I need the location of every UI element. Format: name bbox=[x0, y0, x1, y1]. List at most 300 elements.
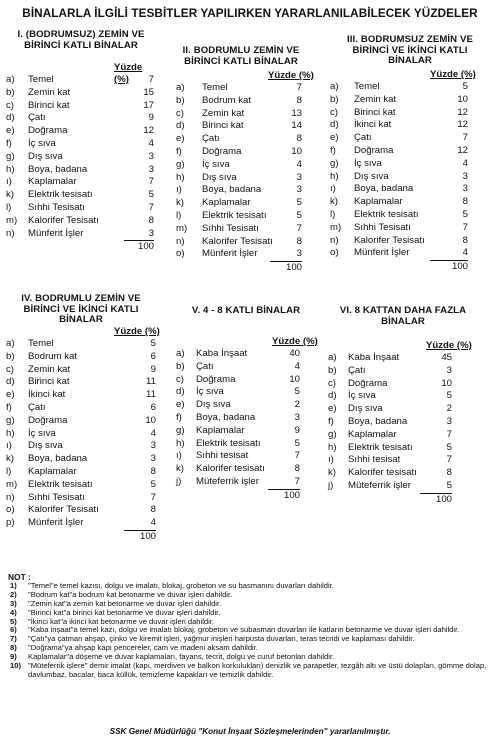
row-letter: b) bbox=[176, 360, 185, 372]
section-4 bbox=[6, 294, 166, 542]
row-percent: 8 bbox=[446, 467, 452, 479]
table-row bbox=[176, 425, 326, 438]
table-row bbox=[328, 467, 488, 480]
section-rows bbox=[330, 81, 495, 260]
row-percent: 15 bbox=[143, 86, 154, 98]
table-row bbox=[328, 442, 488, 455]
row-percent: 12 bbox=[457, 119, 468, 131]
row-item-name: Zemin kat bbox=[354, 93, 397, 105]
row-letter: h) bbox=[328, 441, 337, 453]
row-item-name: Doğrama bbox=[28, 414, 68, 426]
table-row bbox=[328, 403, 488, 416]
row-percent: 3 bbox=[296, 171, 302, 183]
row-item-name: Münferit İşler bbox=[202, 248, 258, 260]
section-5 bbox=[176, 306, 326, 501]
row-item-name: Münferit İşler bbox=[28, 227, 84, 239]
row-item-name: Çatı bbox=[202, 133, 220, 145]
row-item-name: Boya, badana bbox=[348, 415, 408, 427]
row-letter: n) bbox=[176, 235, 185, 247]
row-letter: d) bbox=[6, 376, 15, 388]
row-item-name: Boya, badana bbox=[202, 184, 262, 196]
table-row bbox=[330, 196, 495, 209]
row-item-name: Çatı bbox=[354, 132, 372, 144]
row-percent: 9 bbox=[148, 112, 154, 124]
row-letter: f) bbox=[6, 401, 12, 413]
table-row bbox=[6, 228, 156, 241]
table-row bbox=[6, 338, 166, 351]
row-item-name: Müteferrik işler bbox=[348, 479, 411, 491]
row-letter: d) bbox=[176, 120, 185, 132]
section-title: III. BODRUMSUZ ZEMİN VE BİRİNCİ VE İKİNCİ KATLI BİNALAR bbox=[347, 34, 473, 66]
yuzde-header: Yüzde (%) bbox=[272, 336, 318, 347]
row-item-name: Boya, badana bbox=[196, 411, 256, 423]
section-title: II. BODRUMLU ZEMİN VE BİRİNCİ KATLI BİNALAR bbox=[182, 45, 300, 67]
row-percent: 5 bbox=[150, 478, 156, 490]
note-number: 5) bbox=[10, 616, 17, 626]
notes-header: NOT : bbox=[8, 572, 31, 582]
table-row bbox=[330, 247, 495, 260]
row-item-name: Elektrik tesisatı bbox=[28, 189, 93, 201]
yuzde-header: Yüzde (%) bbox=[114, 62, 143, 85]
row-letter: m) bbox=[6, 214, 18, 226]
row-item-name: Sıhhi Tesisatı bbox=[202, 222, 259, 234]
row-letter: m) bbox=[330, 221, 342, 233]
note-number: 2) bbox=[10, 589, 17, 599]
section-6 bbox=[328, 306, 488, 505]
row-item-name: Elektrik tesisatı bbox=[28, 478, 93, 490]
row-letter: k) bbox=[6, 453, 14, 465]
row-letter: f) bbox=[176, 145, 182, 157]
section-rows bbox=[176, 82, 326, 261]
table-row bbox=[176, 172, 326, 185]
yuzde-header: Yüzde (%) bbox=[268, 70, 314, 81]
row-letter: n) bbox=[6, 227, 15, 239]
row-percent: 5 bbox=[446, 441, 452, 453]
row-percent: 7 bbox=[462, 132, 468, 144]
row-percent: 5 bbox=[148, 189, 154, 201]
table-row bbox=[176, 146, 326, 159]
row-percent: 2 bbox=[294, 399, 300, 411]
row-letter: d) bbox=[176, 386, 185, 398]
table-row bbox=[6, 440, 166, 453]
row-item-name: İç sıva bbox=[354, 157, 382, 169]
row-item-name: Elektrik tesisatı bbox=[354, 208, 419, 220]
row-item-name: İkinci kat bbox=[28, 389, 66, 401]
note-text: "Müteferrik işlere" demir imalat (kapı, merdiven ve balkon korkulukları) denizlik ve parapetler, tezgâh altı ve üstü dolapları, gömme dolap, davlumbaz, bacalar, baca küllük, temizleme kapakları ve temizlik dahildir. bbox=[28, 661, 487, 679]
row-item-name: Temel bbox=[202, 82, 228, 93]
row-percent: 12 bbox=[143, 125, 154, 137]
section-total: 100 bbox=[6, 530, 166, 542]
row-item-name: Elektrik tesisatı bbox=[196, 437, 261, 449]
row-letter: h) bbox=[176, 437, 185, 449]
note-text: "Kaba inşaat"a temel kazı, dolgu ve imalatı blokaj, grobeton ve subasman duvarları ile katların betonarme ve duvar işleri dahildir. bbox=[28, 625, 460, 635]
row-percent: 7 bbox=[446, 454, 452, 466]
row-percent: 3 bbox=[148, 163, 154, 175]
row-percent: 4 bbox=[148, 137, 154, 149]
table-row bbox=[6, 466, 166, 479]
table-row bbox=[6, 351, 166, 364]
table-row bbox=[6, 517, 166, 530]
row-percent: 8 bbox=[150, 465, 156, 477]
table-row bbox=[176, 95, 326, 108]
note-number: 6) bbox=[10, 625, 17, 635]
note-text: "Çatı"ya çatman ahşap, çinko ve kiremit işleri, yağmur inişleri harpusta duvarları, teras tecridi ve kaplaması dahildir. bbox=[28, 634, 415, 644]
table-row bbox=[176, 223, 326, 236]
table-row bbox=[328, 416, 488, 429]
row-percent: 5 bbox=[462, 208, 468, 220]
row-percent: 7 bbox=[150, 491, 156, 503]
row-letter: k) bbox=[328, 467, 336, 479]
row-letter: a) bbox=[176, 82, 185, 93]
table-row bbox=[176, 108, 326, 121]
row-letter: ı) bbox=[6, 176, 12, 188]
row-percent: 3 bbox=[446, 415, 452, 427]
row-letter: a) bbox=[6, 74, 15, 85]
note-text: Kaplamalar"a döşeme ve duvar kaplamaları, fayans, tecrit, dolgu ve curuf betonları dahildir. bbox=[28, 652, 335, 662]
row-letter: c) bbox=[176, 373, 184, 385]
row-item-name: İkinci kat bbox=[354, 119, 392, 131]
row-letter: ı) bbox=[176, 184, 182, 196]
row-percent: 5 bbox=[462, 81, 468, 92]
table-row bbox=[6, 504, 166, 517]
yuzde-header: Yüzde (%) bbox=[114, 326, 160, 337]
row-percent: 3 bbox=[150, 453, 156, 465]
row-percent: 7 bbox=[148, 176, 154, 188]
table-row bbox=[330, 107, 495, 120]
row-letter: l) bbox=[6, 201, 12, 213]
row-item-name: Temel bbox=[28, 338, 54, 349]
row-letter: e) bbox=[330, 132, 339, 144]
row-percent: 11 bbox=[146, 389, 156, 401]
row-letter: ı) bbox=[176, 450, 182, 462]
table-row bbox=[176, 248, 326, 261]
row-item-name: Çatı bbox=[348, 364, 366, 376]
row-letter: f) bbox=[330, 144, 336, 156]
table-row bbox=[176, 348, 326, 361]
note-text: "Zemin kat"a zemin kat betonarme ve duvar işleri dahildir. bbox=[28, 598, 222, 608]
row-item-name: Birinci kat bbox=[354, 106, 396, 118]
row-letter: m) bbox=[6, 478, 18, 490]
table-row bbox=[6, 376, 166, 389]
row-letter: l) bbox=[330, 208, 336, 220]
table-row bbox=[176, 184, 326, 197]
table-row bbox=[6, 112, 156, 125]
row-letter: ı) bbox=[328, 454, 334, 466]
row-item-name: Kalorifer Tesisatı bbox=[354, 234, 425, 246]
table-row bbox=[6, 402, 166, 415]
row-letter: ı) bbox=[330, 183, 336, 195]
section-rows bbox=[176, 348, 326, 489]
row-percent: 8 bbox=[462, 196, 468, 208]
row-percent: 9 bbox=[294, 424, 300, 436]
row-percent: 8 bbox=[294, 463, 300, 475]
row-letter: c) bbox=[6, 363, 14, 375]
table-row bbox=[176, 450, 326, 463]
table-row bbox=[6, 202, 156, 215]
note-number: 4) bbox=[10, 607, 17, 617]
note-text: "Bodrum kat"a bodrum kat betonarme ve duvar işleri dahildir. bbox=[28, 589, 233, 599]
row-letter: k) bbox=[6, 189, 14, 201]
row-percent: 10 bbox=[291, 145, 302, 157]
section-total: 100 bbox=[328, 493, 488, 505]
row-letter: n) bbox=[330, 234, 339, 246]
row-item-name: Dış sıva bbox=[28, 150, 63, 162]
row-percent: 4 bbox=[150, 427, 156, 439]
notes bbox=[8, 573, 492, 680]
row-letter: e) bbox=[6, 389, 15, 401]
section-total: 100 bbox=[176, 489, 326, 501]
row-item-name: Temel bbox=[28, 74, 54, 85]
row-item-name: Kaplamalar bbox=[348, 428, 397, 440]
row-percent: 5 bbox=[150, 338, 156, 349]
row-letter: a) bbox=[176, 348, 185, 359]
row-letter: h) bbox=[6, 427, 15, 439]
table-row bbox=[330, 171, 495, 184]
row-percent: 8 bbox=[296, 94, 302, 106]
row-item-name: Dış sıva bbox=[28, 440, 63, 452]
row-percent: 5 bbox=[446, 390, 452, 402]
row-letter: d) bbox=[330, 119, 339, 131]
row-item-name: Dış sıva bbox=[348, 403, 383, 415]
row-item-name: Sıhhi tesisat bbox=[196, 450, 249, 462]
note-number: 9) bbox=[10, 652, 17, 662]
row-letter: n) bbox=[6, 491, 15, 503]
row-item-name: İç sıva bbox=[196, 386, 224, 398]
section-rows bbox=[6, 338, 166, 530]
row-letter: f) bbox=[6, 137, 12, 149]
table-row bbox=[6, 125, 156, 138]
row-percent: 5 bbox=[446, 479, 452, 491]
note-number: 8) bbox=[10, 643, 17, 653]
table-row bbox=[176, 463, 326, 476]
row-item-name: Dış sıva bbox=[202, 171, 237, 183]
row-letter: ı) bbox=[6, 440, 12, 452]
row-letter: l) bbox=[6, 465, 12, 477]
row-letter: a) bbox=[328, 352, 337, 363]
table-row bbox=[6, 189, 156, 202]
row-percent: 3 bbox=[148, 227, 154, 239]
section-rows bbox=[328, 352, 488, 493]
note-text: "Doğrama"ya ahşap kapı pencereler, cam ve madeni aksam dahildir. bbox=[28, 643, 258, 653]
row-percent: 40 bbox=[289, 348, 300, 359]
row-item-name: Sıhhi Tesisatı bbox=[28, 201, 85, 213]
table-row bbox=[330, 119, 495, 132]
row-letter: a) bbox=[330, 81, 339, 92]
row-letter: b) bbox=[330, 93, 339, 105]
row-item-name: Sıhhi Tesisatı bbox=[354, 221, 411, 233]
table-row bbox=[328, 352, 488, 365]
row-letter: g) bbox=[176, 424, 185, 436]
row-percent: 13 bbox=[291, 107, 302, 119]
table-row bbox=[328, 454, 488, 467]
row-item-name: Zemin kat bbox=[202, 107, 245, 119]
table-row bbox=[330, 81, 495, 94]
row-item-name: Münferit İşler bbox=[28, 517, 84, 529]
row-item-name: Birinci kat bbox=[202, 120, 244, 132]
table-row bbox=[6, 453, 166, 466]
row-item-name: Çatı bbox=[28, 112, 46, 124]
page-title: BİNALARLA İLGİLİ TESBİTLER YAPILIRKEN YARARLANILABİLECEK YÜZDELER bbox=[22, 6, 478, 20]
row-item-name: Zemin kat bbox=[28, 363, 71, 375]
row-percent: 3 bbox=[462, 183, 468, 195]
row-letter: c) bbox=[328, 377, 336, 389]
row-item-name: Kaba İnşaat bbox=[348, 352, 400, 363]
row-letter: k) bbox=[330, 196, 338, 208]
row-percent: 2 bbox=[446, 403, 452, 415]
row-item-name: Elektrik tesisatı bbox=[202, 209, 267, 221]
row-item-name: İç sıva bbox=[348, 390, 376, 402]
table-row bbox=[176, 438, 326, 451]
row-letter: c) bbox=[176, 107, 184, 119]
table-row bbox=[6, 74, 156, 87]
row-percent: 8 bbox=[296, 235, 302, 247]
table-row bbox=[330, 145, 495, 158]
row-percent: 3 bbox=[148, 150, 154, 162]
table-row bbox=[328, 429, 488, 442]
row-item-name: Kaba İnşaat bbox=[196, 348, 248, 359]
row-percent: 12 bbox=[457, 144, 468, 156]
row-percent: 3 bbox=[150, 440, 156, 452]
note-text: "Birinci kat"a birinci kat betonarme ve duvar işleri dahildir. bbox=[28, 607, 221, 617]
row-item-name: Kaplamalar bbox=[28, 465, 77, 477]
row-percent: 10 bbox=[289, 373, 300, 385]
row-item-name: Elektrik tesisatı bbox=[348, 441, 413, 453]
row-item-name: Dış sıva bbox=[196, 399, 231, 411]
section-3 bbox=[330, 35, 495, 272]
row-item-name: Birinci kat bbox=[28, 99, 70, 111]
row-percent: 5 bbox=[294, 437, 300, 449]
notes-list bbox=[8, 582, 492, 680]
row-percent: 8 bbox=[150, 504, 156, 516]
row-percent: 9 bbox=[150, 363, 156, 375]
table-row bbox=[176, 210, 326, 223]
row-percent: 3 bbox=[446, 364, 452, 376]
row-percent: 5 bbox=[296, 209, 302, 221]
table-row bbox=[176, 133, 326, 146]
row-item-name: Temel bbox=[354, 81, 380, 92]
row-letter: h) bbox=[330, 170, 339, 182]
row-letter: p) bbox=[6, 517, 15, 529]
row-letter: o) bbox=[176, 248, 185, 260]
row-letter: m) bbox=[176, 222, 188, 234]
section-title: IV. BODRUMLU ZEMİN VE BİRİNCİ VE İKİNCİ KATLI BİNALAR bbox=[21, 293, 141, 325]
note-number: 3) bbox=[10, 598, 17, 608]
table-row bbox=[330, 132, 495, 145]
row-percent: 6 bbox=[150, 350, 156, 362]
row-percent: 10 bbox=[145, 414, 156, 426]
row-percent: 10 bbox=[441, 377, 452, 389]
table-row bbox=[6, 176, 156, 189]
table-row bbox=[176, 374, 326, 387]
row-item-name: Doğrama bbox=[196, 373, 236, 385]
row-item-name: Kaplamalar bbox=[202, 197, 251, 209]
row-item-name: Bodrum kat bbox=[202, 94, 252, 106]
table-row bbox=[330, 158, 495, 171]
note-number: 1) bbox=[10, 580, 17, 590]
row-letter: a) bbox=[6, 338, 15, 349]
table-row bbox=[328, 390, 488, 403]
row-item-name: Müteferrik işler bbox=[196, 475, 259, 487]
note-number: 7) bbox=[10, 634, 17, 644]
row-item-name: Doğrama bbox=[28, 125, 68, 137]
section-total: 100 bbox=[6, 240, 156, 252]
row-percent: 14 bbox=[291, 120, 302, 132]
row-item-name: İç sıva bbox=[28, 427, 56, 439]
row-percent: 7 bbox=[294, 475, 300, 487]
row-letter: e) bbox=[328, 403, 337, 415]
table-row bbox=[6, 215, 156, 228]
row-item-name: Çatı bbox=[28, 401, 46, 413]
row-letter: g) bbox=[6, 414, 15, 426]
row-item-name: Kaplamalar bbox=[354, 196, 403, 208]
row-letter: o) bbox=[6, 504, 15, 516]
note-number: 10) bbox=[10, 661, 21, 671]
row-item-name: Zemin kat bbox=[28, 86, 71, 98]
row-letter: g) bbox=[6, 150, 15, 162]
table-row bbox=[6, 164, 156, 177]
table-row bbox=[176, 82, 326, 95]
row-percent: 8 bbox=[296, 133, 302, 145]
section-rows bbox=[6, 74, 156, 240]
row-letter: d) bbox=[328, 390, 337, 402]
note-item bbox=[8, 662, 492, 680]
section-2 bbox=[176, 46, 326, 273]
row-percent: 4 bbox=[462, 157, 468, 169]
row-percent: 6 bbox=[150, 401, 156, 413]
table-row bbox=[6, 479, 166, 492]
row-letter: e) bbox=[176, 133, 185, 145]
table-row bbox=[6, 492, 166, 505]
row-item-name: Kaplamalar bbox=[196, 424, 245, 436]
table-row bbox=[330, 222, 495, 235]
row-letter: g) bbox=[330, 157, 339, 169]
table-row bbox=[330, 183, 495, 196]
row-letter: e) bbox=[6, 125, 15, 137]
row-item-name: Çatı bbox=[196, 360, 214, 372]
row-letter: o) bbox=[330, 247, 339, 259]
row-percent: 3 bbox=[462, 170, 468, 182]
row-item-name: Bodrum kat bbox=[28, 350, 78, 362]
row-letter: d) bbox=[6, 112, 15, 124]
section-title: V. 4 - 8 KATLI BİNALAR bbox=[191, 305, 301, 316]
row-item-name: İç sıva bbox=[28, 137, 56, 149]
row-letter: h) bbox=[6, 163, 15, 175]
row-percent: 5 bbox=[296, 197, 302, 209]
row-percent: 4 bbox=[150, 517, 156, 529]
row-item-name: Münferit İşler bbox=[354, 247, 410, 259]
row-percent: 7 bbox=[462, 221, 468, 233]
row-item-name: Kalorifer tesisatı bbox=[196, 463, 265, 475]
row-letter: b) bbox=[328, 364, 337, 376]
row-letter: g) bbox=[176, 158, 185, 170]
row-item-name: Dış sıva bbox=[354, 170, 389, 182]
note-text: "Temel"e temel kazısı, dolgu ve imalatı, blokaj, grobeton ve su basmanını duvarları dahildir. bbox=[28, 580, 334, 590]
table-row bbox=[176, 412, 326, 425]
row-percent: 4 bbox=[296, 158, 302, 170]
row-item-name: Doğrama bbox=[354, 144, 394, 156]
row-percent: 8 bbox=[148, 214, 154, 226]
row-percent: 5 bbox=[294, 386, 300, 398]
row-percent: 7 bbox=[446, 428, 452, 440]
row-letter: f) bbox=[176, 411, 182, 423]
row-letter: f) bbox=[328, 415, 334, 427]
table-row bbox=[176, 386, 326, 399]
table-row bbox=[328, 378, 488, 391]
row-item-name: Boya, badana bbox=[28, 163, 88, 175]
row-item-name: Boya, badana bbox=[354, 183, 414, 195]
row-percent: 8 bbox=[462, 234, 468, 246]
table-row bbox=[6, 87, 156, 100]
